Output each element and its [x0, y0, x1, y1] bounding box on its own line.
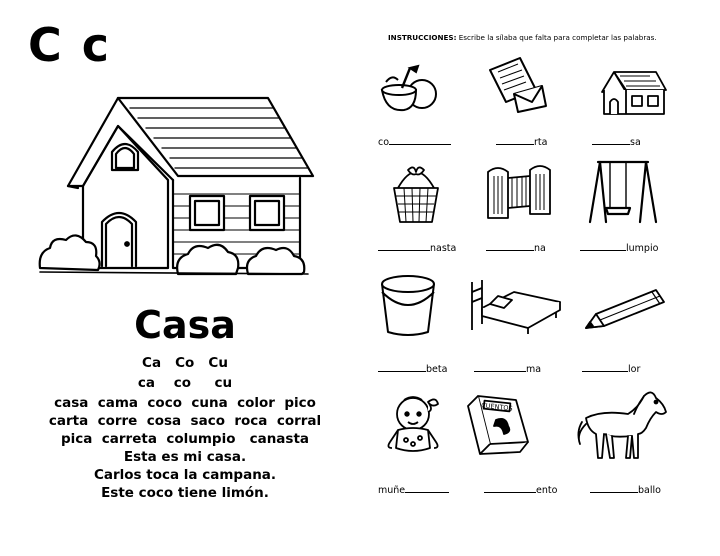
main-word: Casa: [134, 303, 236, 347]
answer-blank[interactable]: [405, 484, 449, 493]
answer-blank[interactable]: [474, 363, 526, 372]
word-line-3: pica carreta columpio canasta: [60, 431, 310, 447]
word-line-2: carta corre cosa saco roca corral: [48, 413, 322, 429]
sentence-2: Carlos toca la campana.: [93, 467, 277, 483]
answer-blank[interactable]: [580, 242, 626, 251]
book-icon: [464, 394, 540, 456]
word-suffix: ballo: [638, 485, 661, 496]
exercise-caption-12: [590, 484, 661, 496]
word-prefix: co: [378, 137, 390, 148]
answer-blank[interactable]: [378, 242, 430, 251]
word-suffix: lumpio: [626, 243, 659, 254]
exercise-caption-8: [474, 363, 541, 375]
sentence-3: Este coco tiene limón.: [101, 485, 269, 501]
small-house-icon: [596, 70, 668, 116]
word-suffix: na: [534, 243, 546, 254]
horse-icon: [572, 388, 678, 462]
exercise-caption-4: [378, 242, 456, 254]
word-suffix: sa: [630, 137, 641, 148]
answer-blank[interactable]: [592, 136, 630, 145]
word-suffix: beta: [426, 364, 448, 375]
word-line-1: casa cama coco cuna color pico: [54, 395, 316, 411]
word-suffix: ento: [536, 485, 558, 496]
book-cover-text: CUENTOS: [480, 401, 513, 413]
coconut-icon: [376, 64, 440, 114]
word-prefix: muñe: [378, 485, 406, 496]
exercise-caption-6: [580, 242, 658, 254]
bed-icon: [468, 278, 564, 334]
doll-icon: [380, 392, 446, 458]
swing-icon: [588, 158, 658, 224]
exercise-caption-2: [496, 136, 547, 148]
exercise-caption-7: [378, 363, 447, 375]
exercise-caption-3: [592, 136, 641, 148]
syllables-lower: ca co cu: [137, 375, 233, 391]
exercise-caption-10: [378, 484, 449, 496]
word-suffix: lor: [628, 364, 641, 375]
instructions-text: Escribe la sílaba que falta para completar las palabras.: [458, 33, 657, 42]
pencil-icon: [582, 288, 668, 332]
answer-blank[interactable]: [590, 484, 638, 493]
exercise-caption-1: [378, 136, 451, 148]
letter-heading: C c: [28, 18, 112, 72]
letter-envelope-icon: [484, 56, 548, 112]
sentence-1: Esta es mi casa.: [123, 449, 247, 465]
answer-blank[interactable]: [582, 363, 628, 372]
word-suffix: rta: [534, 137, 548, 148]
answer-blank[interactable]: [496, 136, 534, 145]
answer-blank[interactable]: [389, 136, 451, 145]
answer-blank[interactable]: [484, 484, 536, 493]
crib-icon: [484, 162, 554, 222]
word-suffix: ma: [526, 364, 542, 375]
exercise-caption-11: [484, 484, 557, 496]
house-illustration: [38, 96, 328, 282]
instructions-label: INSTRUCCIONES:: [388, 33, 457, 42]
answer-blank[interactable]: [378, 363, 426, 372]
instructions: [388, 33, 657, 42]
exercise-caption-9: [582, 363, 640, 375]
bucket-icon: [378, 272, 438, 338]
basket-icon: [388, 160, 444, 226]
syllables-upper: Ca Co Cu: [142, 355, 228, 371]
word-suffix: nasta: [430, 243, 457, 254]
exercise-caption-5: [486, 242, 546, 254]
answer-blank[interactable]: [486, 242, 534, 251]
